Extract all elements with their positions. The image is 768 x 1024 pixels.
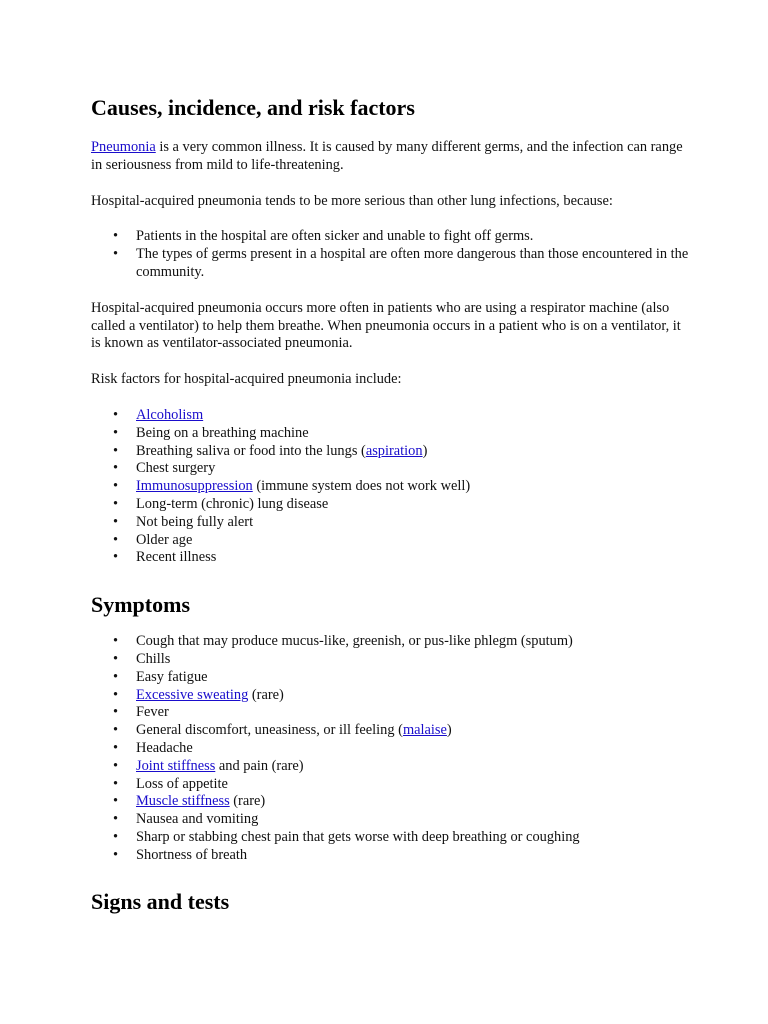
bullet-icon: • bbox=[113, 722, 119, 739]
reasons-list bbox=[91, 228, 691, 281]
pneumonia-link[interactable]: Pneumonia bbox=[91, 139, 156, 155]
bullet-icon: • bbox=[113, 828, 119, 845]
list-item-text: General discomfort, uneasiness, or ill feeling ( bbox=[136, 722, 403, 739]
bullet-icon: • bbox=[113, 424, 119, 441]
term-link[interactable]: Alcoholism bbox=[136, 406, 204, 423]
document-page bbox=[91, 91, 691, 917]
list-item bbox=[91, 407, 691, 425]
list-item-text: Older age bbox=[136, 531, 193, 548]
bullet-icon: • bbox=[113, 668, 119, 685]
list-item bbox=[91, 722, 691, 740]
list-item-text: and pain (rare) bbox=[215, 757, 304, 774]
risk-factors-list bbox=[91, 407, 691, 567]
list-item-text: Fever bbox=[136, 704, 169, 721]
list-item-text: ) bbox=[446, 722, 452, 739]
list-item bbox=[91, 514, 691, 532]
list-item bbox=[91, 532, 691, 550]
bullet-icon: • bbox=[113, 513, 119, 530]
term-link[interactable]: aspiration bbox=[365, 442, 423, 459]
hospital-paragraph: Hospital-acquired pneumonia tends to be more serious than other lung infections, because: bbox=[91, 192, 613, 209]
bullet-icon: • bbox=[113, 246, 119, 263]
list-item-text: Headache bbox=[136, 739, 193, 756]
list-item bbox=[91, 651, 691, 669]
list-item bbox=[91, 669, 691, 687]
bullet-icon: • bbox=[113, 793, 119, 810]
intro-text: is a very common illness. It is caused by many different germs, and the infection can range in seriousness from mild to life-threatening. bbox=[91, 139, 683, 173]
risk-intro-paragraph: Risk factors for hospital-acquired pneumonia include: bbox=[91, 371, 402, 388]
term-link[interactable]: malaise bbox=[402, 722, 447, 739]
bullet-icon: • bbox=[113, 406, 119, 423]
list-item bbox=[91, 793, 691, 811]
bullet-icon: • bbox=[113, 757, 119, 774]
list-item bbox=[91, 704, 691, 722]
list-item bbox=[91, 776, 691, 794]
ventilator-paragraph: Hospital-acquired pneumonia occurs more often in patients who are using a respirator machine (also called a ventilator) to help them breathe. When pneumonia occurs in a patient who is on a ventilator, it is known as ventilator-associated pneumonia. bbox=[91, 299, 681, 352]
list-item bbox=[91, 687, 691, 705]
bullet-icon: • bbox=[113, 442, 119, 459]
term-link[interactable]: Excessive sweating bbox=[136, 686, 249, 703]
list-item bbox=[91, 740, 691, 758]
bullet-icon: • bbox=[113, 633, 119, 650]
bullet-icon: • bbox=[113, 460, 119, 477]
list-item-text: ) bbox=[422, 442, 428, 459]
bullet-icon: • bbox=[113, 775, 119, 792]
list-item-text: Recent illness bbox=[136, 549, 217, 566]
bullet-icon: • bbox=[113, 495, 119, 512]
section-heading-signs-and-tests: Signs and tests bbox=[91, 888, 230, 914]
list-item bbox=[91, 496, 691, 514]
bullet-icon: • bbox=[113, 846, 119, 863]
intro-paragraph bbox=[91, 139, 691, 175]
term-link[interactable]: Joint stiffness bbox=[136, 757, 216, 774]
list-item bbox=[91, 633, 691, 651]
list-item bbox=[91, 443, 691, 461]
list-item bbox=[91, 460, 691, 478]
list-item-text: Patients in the hospital are often sicker and unable to fight off germs. bbox=[136, 228, 534, 245]
bullet-icon: • bbox=[113, 739, 119, 756]
list-item bbox=[91, 549, 691, 567]
list-item bbox=[91, 478, 691, 496]
list-item-text: Easy fatigue bbox=[136, 668, 208, 685]
bullet-icon: • bbox=[113, 650, 119, 667]
term-link[interactable]: Muscle stiffness bbox=[136, 793, 230, 810]
symptoms-list bbox=[91, 633, 691, 864]
list-item-text: Sharp or stabbing chest pain that gets worse with deep breathing or coughing bbox=[136, 828, 580, 845]
bullet-icon: • bbox=[113, 811, 119, 828]
list-item-text: (rare) bbox=[248, 686, 284, 703]
list-item-text: Being on a breathing machine bbox=[136, 424, 309, 441]
list-item-text: Chest surgery bbox=[136, 460, 216, 477]
list-item-text: Not being fully alert bbox=[136, 513, 254, 530]
list-item bbox=[91, 811, 691, 829]
list-item-text: The types of germs present in a hospital are often more dangerous than those encountered in the community. bbox=[136, 246, 689, 280]
bullet-icon: • bbox=[113, 704, 119, 721]
list-item bbox=[91, 829, 691, 847]
term-link[interactable]: Immunosuppression bbox=[136, 478, 253, 495]
list-item-text: Chills bbox=[136, 650, 171, 667]
bullet-icon: • bbox=[113, 686, 119, 703]
list-item-text: Nausea and vomiting bbox=[136, 811, 259, 828]
section-heading-causes: Causes, incidence, and risk factors bbox=[91, 95, 415, 120]
list-item-text: Cough that may produce mucus-like, greenish, or pus-like phlegm (sputum) bbox=[136, 633, 573, 650]
list-item-text: (immune system does not work well) bbox=[252, 478, 471, 495]
list-item bbox=[91, 758, 691, 776]
list-item bbox=[91, 246, 691, 282]
list-item bbox=[91, 425, 691, 443]
bullet-icon: • bbox=[113, 549, 119, 566]
list-item-text: (rare) bbox=[229, 793, 266, 810]
list-item-text: Shortness of breath bbox=[136, 846, 248, 863]
list-item-text: Loss of appetite bbox=[136, 775, 228, 792]
list-item-text: Long-term (chronic) lung disease bbox=[136, 495, 329, 512]
bullet-icon: • bbox=[113, 478, 119, 495]
section-heading-symptoms: Symptoms bbox=[91, 592, 191, 618]
bullet-icon: • bbox=[113, 531, 119, 548]
list-item bbox=[91, 228, 691, 246]
list-item bbox=[91, 847, 691, 865]
bullet-icon: • bbox=[113, 228, 119, 245]
list-item-text: Breathing saliva or food into the lungs ( bbox=[136, 442, 366, 459]
